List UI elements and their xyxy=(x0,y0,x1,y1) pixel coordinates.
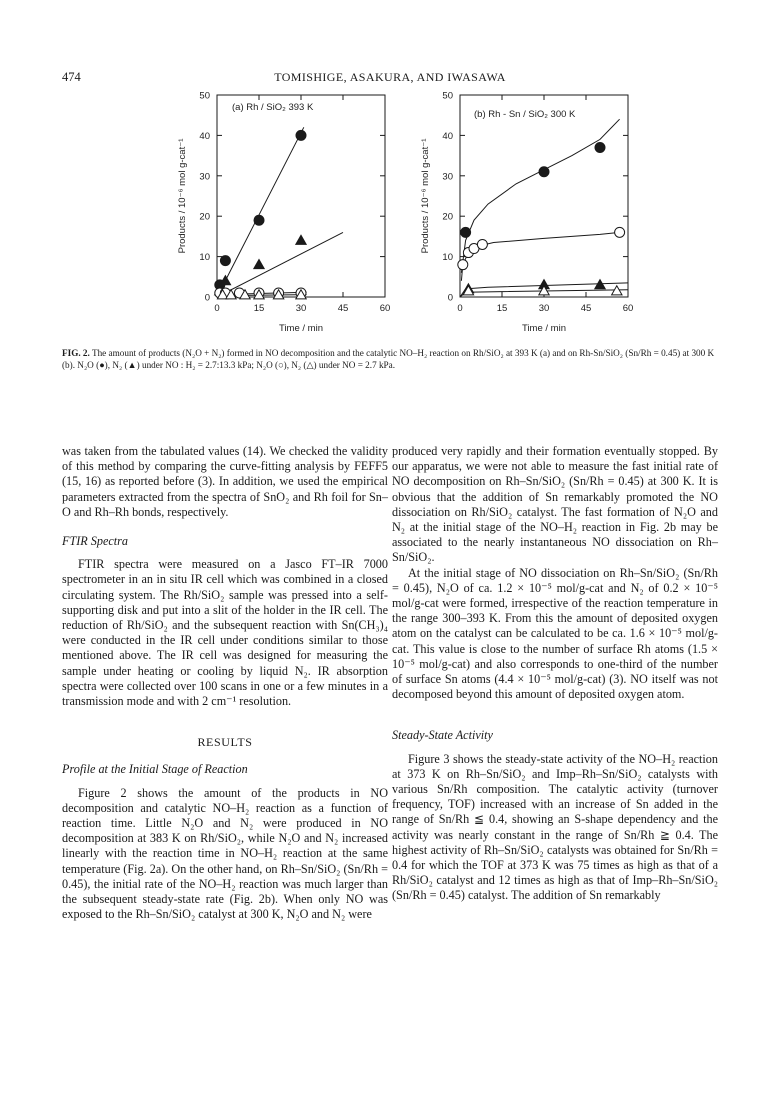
filled-circle-point xyxy=(539,167,549,177)
x-tick-label: 15 xyxy=(496,303,508,314)
y-tick-label: 40 xyxy=(442,130,453,142)
y-tick-label: 0 xyxy=(204,292,210,304)
caption-text: The amount of products (N₂O + N₂) formed in NO decomposition and the catalytic NO–H₂ reaction on Rh/SiO₂ at 393 K (a) and on Rh-Sn/SiO₂ (Sn/Rh = 0.45) at 300 K (b). N₂O (●), N₂ (▲) under NO : H₂ = 2.7:13.3 kPa; N₂O (○), N₂ (△) under NO = 2.7 kPa. xyxy=(62,348,715,370)
paragraph: produced very rapidly and their formation eventually stopped. By our apparatus, we were not able to measure the fast initial rate of NO decomposition on Rh–Sn/SiO₂ (Sn/Rh = 0.45) at 300 K. It is obvious that the addition of Sn remarkably promoted the NO dissociation on Rh/SiO₂ catalyst. The fast formation of N₂O and N₂ at the initial stage of the NO–H₂ reaction in Fig. 2b may be associated to the nearly instantaneous NO dissociation on Rh–Sn/SiO₂. xyxy=(392,444,718,565)
caption-label: FIG. 2. xyxy=(62,348,90,358)
paragraph: FTIR spectra were measured on a Jasco FT–IR 7000 spectrometer in an in situ IR cell which was combined in a closed circulating system. The Rh/SiO₂ sample was pressed into a self-supporting disk and put into a slit of the holder in the IR cell. The reduction of Rh/SiO₂ and the subsequent reaction with Sn(CH₃)₄ were conducted in the IR cell under conditions similar to those mentioned above. The IR cell was designed for measuring the sample under heating or cooling by liquid N₂. IR absorption spectra were collected over 100 scans in one or a few minutes in a transmission mode and with 2 cm⁻¹ resolution. xyxy=(62,557,388,709)
x-tick-label: 30 xyxy=(538,303,550,314)
filled-circle-point xyxy=(595,143,605,153)
y-tick-label: 50 xyxy=(199,90,210,102)
y-tick-label: 50 xyxy=(442,90,453,102)
y-tick-label: 10 xyxy=(199,252,210,264)
panel-a-xlabel: Time / min xyxy=(279,323,323,334)
panel-b-ylabel: Products / 10⁻⁶ mol g-cat⁻¹ xyxy=(420,138,431,254)
running-head: TOMISHIGE, ASAKURA, AND IWASAWA xyxy=(274,70,506,84)
panel-a-plot xyxy=(177,91,390,335)
figure-2 xyxy=(0,0,780,345)
fit-line xyxy=(461,119,619,273)
filled-circle-point xyxy=(461,227,471,237)
fit-line xyxy=(217,232,343,297)
section-heading-ftir: FTIR Spectra xyxy=(62,534,129,549)
x-tick-label: 0 xyxy=(214,303,220,314)
filled-circle-point xyxy=(296,130,306,140)
x-tick-label: 0 xyxy=(457,303,463,314)
x-tick-label: 15 xyxy=(253,303,265,314)
right-column xyxy=(392,444,718,904)
fit-line xyxy=(217,127,304,297)
x-tick-label: 45 xyxy=(580,303,592,314)
y-tick-label: 30 xyxy=(442,171,453,183)
panel-a-ylabel: Products / 10⁻⁶ mol g-cat⁻¹ xyxy=(177,138,188,254)
open-circle-point xyxy=(615,227,625,237)
paragraph: was taken from the tabulated values (14). We checked the validity of this method by comparing the curve-fitting analysis by FEFF5 (15, 16) as reported before (3). In addition, we used the empirical parameters extracted from the spectra of SnO₂ and Rh foil for Sn–O and Rh–Rh bonds, respectively. xyxy=(62,444,388,519)
fit-line xyxy=(461,232,619,280)
section-heading-steady-state: Steady-State Activity xyxy=(392,728,493,743)
filled-triangle-point xyxy=(254,259,264,268)
open-circle-point xyxy=(477,239,487,249)
paragraph: At the initial stage of NO dissociation on Rh–Sn/SiO₂ (Sn/Rh = 0.45), N₂O of ca. 1.2 × 10⁻⁵ mol/g-cat and N₂ of 0.2 × 10⁻⁵ mol/g-cat were formed, irrespective of the reaction temperature in the range 300–393 K. From this the amount of deposited oxygen atom on the catalyst can be calculated to be ca. 1.6 × 10⁻⁵ mol/g-cat. This value is close to the number of surface Rh atoms (1.5 × 10⁻⁵ mol/g-cat) and also corresponds to one-third of the number of surface Sn atoms (4.4 × 10⁻⁵ mol/g-cat) (3). NO itself was not decomposed beyond this amount of deposited oxygen atom. xyxy=(392,565,718,702)
y-tick-label: 20 xyxy=(442,211,453,223)
y-tick-label: 30 xyxy=(199,171,210,183)
filled-circle-point xyxy=(254,215,264,225)
paragraph: Figure 3 shows the steady-state activity of the NO–H₂ reaction at 373 K on Rh–Sn/SiO₂ and Imp–Rh–Sn/SiO₂ catalysts with various Sn/Rh composition. The catalytic activity (turnover frequency, TOF) increased with an increase of Sn added in the range of Sn/Rh ≦ 0.4, showing an S-shape dependency and the activity was nearly constant in the range of Sn/Rh ≧ 0.4. The highest activity of Rh–Sn/SiO₂ catalysts was obtained for Sn/Rh = 0.4 for which the TOF at 373 K was 75 times as high as that of a Rh/SiO₂ catalyst and 12 times as high as that of Imp–Rh–Sn/SiO₂ (Sn/Rh = 0.45) catalyst. The addition of Sn remarkably xyxy=(392,751,718,903)
panel-b-label: (b) Rh - Sn / SiO₂ 300 K xyxy=(474,109,576,120)
y-tick-label: 40 xyxy=(199,130,210,142)
paragraph: Figure 2 shows the amount of the products in NO decomposition and catalytic NO–H₂ reaction as a function of reaction time. Little N₂O and N₂ were produced in NO decomposition at 383 K on Rh/SiO₂, while N₂O and N₂ increased linearly with the reaction time in NO–H₂ reaction at the same temperature (Fig. 2a). On the other hand, on Rh–Sn/SiO₂ (Sn/Rh = 0.45), the initial rate of the NO–H₂ reaction was much larger than the subsequent steady-state rate (Fig. 2b). When only NO was exposed to the Rh–Sn/SiO₂ catalyst at 300 K, N₂O and N₂ were xyxy=(62,785,388,922)
x-tick-label: 60 xyxy=(622,303,634,314)
filled-circle-point xyxy=(220,256,230,266)
x-tick-label: 30 xyxy=(295,303,307,314)
panel-b-xlabel: Time / min xyxy=(522,323,566,334)
y-tick-label: 20 xyxy=(199,211,210,223)
figure-caption xyxy=(62,347,718,371)
y-tick-label: 10 xyxy=(442,252,453,264)
page-number: 474 xyxy=(62,70,81,84)
section-heading-results: RESULTS xyxy=(197,735,253,750)
filled-triangle-point xyxy=(296,235,306,244)
left-column xyxy=(62,444,388,922)
x-tick-label: 45 xyxy=(337,303,349,314)
panel-b-frame xyxy=(460,95,628,297)
panel-a-label: (a) Rh / SiO₂ 393 K xyxy=(232,102,314,113)
x-tick-label: 60 xyxy=(379,303,391,314)
y-tick-label: 0 xyxy=(447,292,453,304)
section-heading-initial-stage: Profile at the Initial Stage of Reaction xyxy=(62,762,248,777)
panel-a-frame xyxy=(217,95,385,297)
open-circle-point xyxy=(458,260,468,270)
panel-b-plot xyxy=(420,91,633,335)
